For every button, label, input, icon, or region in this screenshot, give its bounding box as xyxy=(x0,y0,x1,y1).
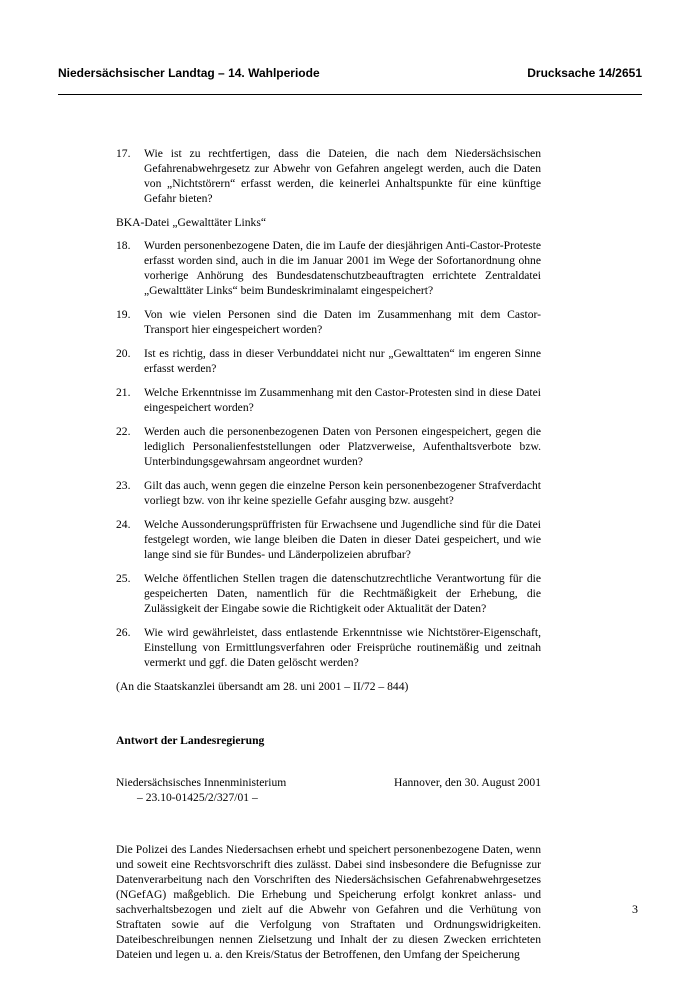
page-header xyxy=(58,66,642,80)
file-reference: – 23.10-01425/2/327/01 – xyxy=(137,791,258,804)
question-text: Wie wird gewährleistet, dass entlastende Erkenntnisse wie Nichtstörer-Eigenschaft, Einstellung von Ermittlungsverfahren oder Freisprüche routinemäßig und zeitnah vermerkt und ggf. die Daten gelöscht werden? xyxy=(144,626,541,669)
question-item xyxy=(116,146,541,206)
question-text: Welche Aussonderungsprüffristen für Erwachsene und Jugendliche sind für die Datei festgelegt worden, wie lange bleiben die Daten in dieser Datei gespeichert, und wie lange sind sie für Bundes- und Länderpolizeien abrufbar? xyxy=(144,518,541,561)
question-number: 24. xyxy=(116,518,131,531)
section-title: BKA-Datei „Gewalttäter Links“ xyxy=(116,216,267,229)
question-number: 21. xyxy=(116,386,131,399)
question-text: Gilt das auch, wenn gegen die einzelne Person kein personenbezogener Strafverdacht vorliegt bzw. von ihr keine spezielle Gefahr ausging bzw. ausgeht? xyxy=(144,479,541,507)
question-item xyxy=(116,385,541,415)
place-date: Hannover, den 30. August 2001 xyxy=(393,776,541,789)
question-text: Ist es richtig, dass in dieser Verbunddatei nicht nur „Gewalttaten“ im engeren Sinne erfasst werden? xyxy=(144,347,541,375)
header-title: Niedersächsischer Landtag – 14. Wahlperiode xyxy=(58,66,320,80)
question-item xyxy=(116,346,541,376)
page-number: 3 xyxy=(632,902,638,916)
question-number: 19. xyxy=(116,308,131,321)
letter-meta xyxy=(116,775,541,805)
question-number: 20. xyxy=(116,347,131,360)
question-item xyxy=(116,517,541,562)
question-text: Welche öffentlichen Stellen tragen die datenschutzrechtliche Verantwortung für die gespeicherten Daten, namentlich für die Rechtmäßigkeit der Erhebung, die Zulässigkeit der Eingabe sowie die Richtigkeit oder Aktualität der Daten? xyxy=(144,572,541,615)
question-item xyxy=(116,478,541,508)
question-number: 17. xyxy=(116,147,131,160)
ministry-name: Niedersächsisches Innenministerium xyxy=(116,776,287,789)
question-number: 25. xyxy=(116,572,131,585)
question-number: 26. xyxy=(116,626,131,639)
question-item xyxy=(116,238,541,298)
ministry-block xyxy=(116,775,286,805)
question-number: 23. xyxy=(116,479,131,492)
question-text: Von wie vielen Personen sind die Daten im Zusammenhang mit dem Castor-Transport hier eingespeichert worden? xyxy=(144,308,541,336)
question-text: Wie ist zu rechtfertigen, dass die Dateien, die nach dem Niedersächsischen Gefahrenabwehrgesetz zur Abwehr von Gefahren angelegt werden, auch die Daten von „Nichtstörern“ erfasst werden, die keinerlei Anhaltspunkte für eine künftige Gefahr bieten? xyxy=(144,147,541,205)
question-text: Wurden personenbezogene Daten, die im Laufe der diesjährigen Anti-Castor-Proteste erfasst worden sind, auch in die im Januar 2001 im Wege der Sofortanordnung ohne vorherige Anhörung des Bundesdatenschutzbeauftragten errichtete Zentraldatei „Gewalttäter Links“ beim Bundeskriminalamt eingespeichert? xyxy=(144,239,541,297)
question-item xyxy=(116,424,541,469)
question-list-b xyxy=(116,238,541,670)
question-number: 22. xyxy=(116,425,131,438)
page-content xyxy=(116,146,541,962)
question-text: Welche Erkenntnisse im Zusammenhang mit den Castor-Protesten sind in diese Datei eingespeichert worden? xyxy=(144,386,541,414)
answer-body: Die Polizei des Landes Niedersachsen erhebt und speichert personenbezogene Daten, wenn und soweit eine Rechtsvorschrift dies zulässt. Dabei sind insbesondere die Befugnisse zur Datenverarbeitung nach den Vorschriften des Niedersächsischen Gefahrenabwehrgesetzes (NGefAG) maßgeblich. Die Erhebung und Speicherung erfolgt konkret anlass- und sachverhaltsbezogen und zielt auf die Abwehr von Gefahren und die Verhütung von Straftaten sowie auf die Verfolgung von Straftaten und Ordnungswidrigkeiten. Dateibeschreibungen nennen Zielsetzung und Inhalt der zu diesen Zwecken errichteten Dateien und legen u. a. den Kreis/Status der Betroffenen, den Umfang der Speicherung xyxy=(116,843,541,961)
question-item xyxy=(116,625,541,670)
sent-note: (An die Staatskanzlei übersandt am 28. uni 2001 – II/72 – 844) xyxy=(116,680,409,693)
question-text: Werden auch die personenbezogenen Daten von Personen eingespeichert, gegen die lediglich Personalienfeststellungen oder Platzverweise, Aufenthaltsverbote bzw. Unterbindungsgewahrsam angeordnet wurden? xyxy=(144,425,541,468)
question-list-a xyxy=(116,146,541,206)
question-number: 18. xyxy=(116,239,131,252)
answer-heading: Antwort der Landesregierung xyxy=(116,734,265,747)
header-doc-number: Drucksache 14/2651 xyxy=(527,66,642,80)
question-item xyxy=(116,571,541,616)
question-item xyxy=(116,307,541,337)
header-rule xyxy=(58,94,642,95)
